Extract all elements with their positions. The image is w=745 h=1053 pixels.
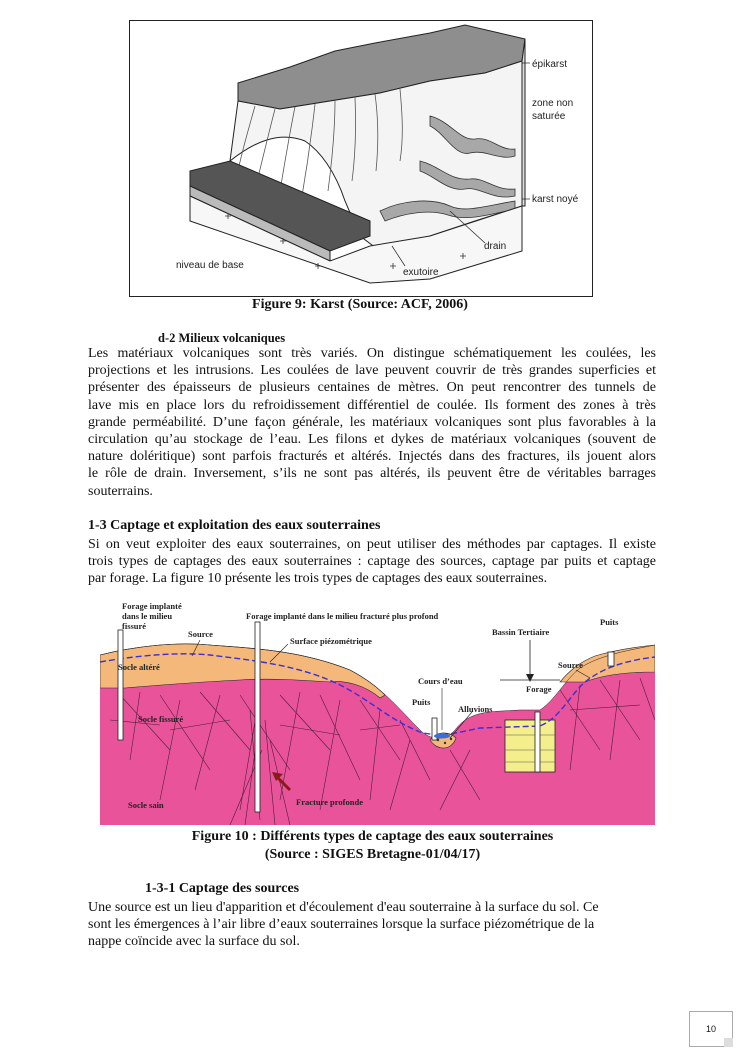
label-forage-implante-1: Forage implanté [122, 601, 182, 611]
label-zone-non-saturee-1: zone non [532, 98, 574, 109]
figure-9-karst [129, 20, 593, 297]
section-d2-heading: d-2 Milieux volcaniques [158, 331, 286, 345]
text-line: le rôle de drain. Inversement, s’ils ne sont pas altérés, ils peuvent être de véritables barrages [88, 466, 656, 482]
label-forage: Forage [526, 684, 552, 694]
label-zone-non-saturee-2: saturée [532, 111, 566, 122]
section-131-heading: 1-3-1 Captage des sources [145, 881, 300, 896]
label-bassin-tertiaire: Bassin Tertiaire [492, 627, 550, 637]
figure-10-caption-1: Figure 10 : Différents types de captage des eaux souterraines [191, 829, 554, 844]
label-epikarst: épikarst [532, 59, 568, 70]
text-line: Si on veut exploiter des eaux souterraines, on peut utiliser des méthodes par captages. Il existe [88, 537, 656, 552]
karst-diagram [130, 21, 592, 296]
label-exutoire: exutoire [403, 267, 439, 278]
text-line: grande perméabilité. D’une façon générale, les matériaux volcaniques sont plus favorables à la [88, 414, 656, 430]
text-line: Les matériaux volcaniques sont très variés. On distingue schématiquement les coulées, les [88, 346, 656, 361]
figure-10-caption-2: (Source : SIGES Bretagne-01/04/17) [264, 847, 481, 862]
text-line: nappe coïncide avec la surface du sol. [88, 934, 300, 950]
label-socle-sain: Socle sain [128, 800, 164, 810]
text-line: circulation qu’au stockage de l’eau. Les filons et dykes de matériaux volcaniques (souvent de [88, 432, 656, 448]
forage-profond [255, 622, 260, 812]
text-line: projections et les intrusions. Les coulées de lave peuvent couvrir de très grandes superficies et [88, 363, 656, 379]
label-cours-deau: Cours d’eau [418, 676, 463, 686]
section-13-paragraph [88, 536, 656, 588]
figure-9-caption: Figure 9: Karst (Source: ACF, 2006) [252, 297, 468, 312]
forage-fissure [118, 630, 123, 740]
figure-10-captage [100, 600, 655, 825]
label-alluvions: Alluvions [458, 704, 493, 714]
label-niveau-de-base: niveau de base [176, 260, 244, 271]
text-line: sont les émergences à l’air libre d’eaux souterraines lorsque la surface piézométrique de la [88, 917, 595, 933]
label-surface-piezometrique: Surface piézométrique [290, 636, 372, 646]
label-source-left: Source [188, 629, 213, 639]
label-socle-fissure: Socle fissuré [138, 714, 184, 724]
text-line: trois types de captages des eaux souterraines : captage des sources, captage par puits et captage [88, 554, 656, 570]
captage-diagram [100, 600, 655, 825]
text-line: nature doléritique) sont parfois fracturés et altérés. Injectés dans des fractures, ils jouent alors [88, 449, 656, 465]
label-fracture-profonde: Fracture profonde [296, 797, 363, 807]
label-puits-center: Puits [412, 697, 431, 707]
label-forage-implante-3: fissuré [122, 621, 147, 631]
page-number: 10 [689, 1011, 733, 1047]
section-13-heading: 1-3 Captage et exploitation des eaux souterraines [88, 518, 381, 533]
text-line: par forage. La figure 10 présente les trois types de captages des eaux souterraines. [88, 571, 548, 587]
section-131-paragraph [88, 899, 656, 951]
label-drain: drain [484, 241, 507, 252]
section-d2-paragraph [88, 345, 656, 500]
label-puits-right: Puits [600, 617, 619, 627]
text-line: lave mis en place lors du refroidissement différentiel de coulée. Ils forment des zones à très [88, 397, 656, 413]
text-line: souterrains. [88, 483, 153, 499]
label-source-right: Source [558, 660, 583, 670]
bassin-tertiaire [505, 720, 555, 772]
label-forage-profond: Forage implanté dans le milieu fracturé plus profond [246, 611, 439, 621]
label-karst-noye: karst noyé [532, 194, 579, 205]
text-line: Une source est un lieu d'apparition et d'écoulement d'eau souterraine à la surface du sol. Ce [88, 900, 599, 915]
text-line: présenter des épaisseurs de plusieurs centaines de mètres. On peut rencontrer des tunnels de [88, 380, 656, 396]
label-forage-implante-2: dans le milieu [122, 611, 173, 621]
label-socle-altere: Socle altéré [118, 662, 160, 672]
